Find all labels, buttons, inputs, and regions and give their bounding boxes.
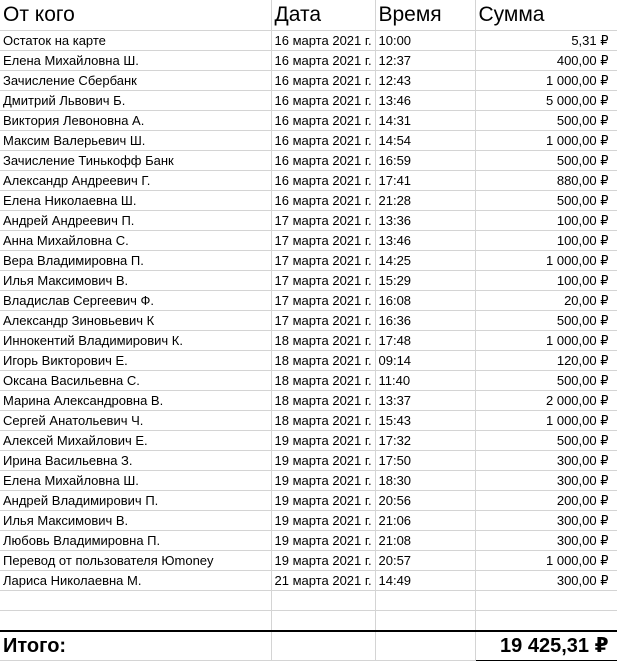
date-cell[interactable]: 16 марта 2021 г. <box>271 171 375 191</box>
time-cell[interactable]: 11:40 <box>375 371 475 391</box>
from-cell[interactable]: Марина Александровна В. <box>0 391 271 411</box>
date-cell[interactable]: 18 марта 2021 г. <box>271 371 375 391</box>
time-cell[interactable]: 13:46 <box>375 91 475 111</box>
time-cell[interactable]: 17:32 <box>375 431 475 451</box>
table-row <box>0 391 617 411</box>
amount-cell[interactable]: 500,00 ₽ <box>475 431 617 451</box>
date-cell[interactable]: 17 марта 2021 г. <box>271 211 375 231</box>
time-cell[interactable]: 12:43 <box>375 71 475 91</box>
amount-cell[interactable]: 100,00 ₽ <box>475 211 617 231</box>
time-cell[interactable]: 13:37 <box>375 391 475 411</box>
empty-cell[interactable] <box>271 591 375 611</box>
time-cell[interactable]: 14:49 <box>375 571 475 591</box>
table-row <box>0 171 617 191</box>
amount-cell[interactable]: 400,00 ₽ <box>475 51 617 71</box>
table-row <box>0 471 617 491</box>
from-cell[interactable]: Андрей Владимирович П. <box>0 491 271 511</box>
header-from-cell[interactable]: От кого <box>0 0 271 31</box>
table-row <box>0 451 617 471</box>
header-amount-cell[interactable]: Сумма <box>475 0 617 31</box>
amount-cell[interactable]: 300,00 ₽ <box>475 451 617 471</box>
from-cell[interactable]: Максим Валерьевич Ш. <box>0 131 271 151</box>
amount-cell[interactable]: 500,00 ₽ <box>475 151 617 171</box>
date-cell[interactable]: 17 марта 2021 г. <box>271 311 375 331</box>
empty-cell[interactable] <box>271 611 375 632</box>
time-cell[interactable]: 21:06 <box>375 511 475 531</box>
amount-cell[interactable]: 300,00 ₽ <box>475 511 617 531</box>
from-cell[interactable]: Оксана Васильевна С. <box>0 371 271 391</box>
table-row <box>0 91 617 111</box>
empty-row <box>0 611 617 632</box>
table-row <box>0 251 617 271</box>
time-cell[interactable]: 16:08 <box>375 291 475 311</box>
total-amount-cell[interactable]: 19 425,31 ₽ <box>475 631 617 661</box>
time-cell[interactable]: 15:43 <box>375 411 475 431</box>
table-row <box>0 531 617 551</box>
from-cell[interactable]: Владислав Сергеевич Ф. <box>0 291 271 311</box>
date-cell[interactable]: 16 марта 2021 г. <box>271 31 375 51</box>
from-cell[interactable]: Лариса Николаевна М. <box>0 571 271 591</box>
table-row <box>0 211 617 231</box>
date-cell[interactable]: 18 марта 2021 г. <box>271 411 375 431</box>
time-cell[interactable]: 21:28 <box>375 191 475 211</box>
time-cell[interactable]: 09:14 <box>375 351 475 371</box>
date-cell[interactable]: 16 марта 2021 г. <box>271 71 375 91</box>
from-cell[interactable]: Александр Зиновьевич К <box>0 311 271 331</box>
date-cell[interactable]: 16 марта 2021 г. <box>271 131 375 151</box>
date-cell[interactable]: 16 марта 2021 г. <box>271 151 375 171</box>
date-cell[interactable]: 17 марта 2021 г. <box>271 291 375 311</box>
date-cell[interactable]: 16 марта 2021 г. <box>271 111 375 131</box>
table-row <box>0 231 617 251</box>
date-cell[interactable]: 19 марта 2021 г. <box>271 451 375 471</box>
table-row <box>0 291 617 311</box>
amount-cell[interactable]: 1 000,00 ₽ <box>475 71 617 91</box>
date-cell[interactable]: 19 марта 2021 г. <box>271 511 375 531</box>
time-cell[interactable]: 13:46 <box>375 231 475 251</box>
time-cell[interactable]: 17:50 <box>375 451 475 471</box>
time-cell[interactable]: 20:57 <box>375 551 475 571</box>
from-cell[interactable]: Елена Николаевна Ш. <box>0 191 271 211</box>
from-cell[interactable]: Дмитрий Львович Б. <box>0 91 271 111</box>
time-cell[interactable]: 20:56 <box>375 491 475 511</box>
date-cell[interactable]: 16 марта 2021 г. <box>271 51 375 71</box>
total-label-cell[interactable]: Итого: <box>0 631 271 661</box>
amount-cell[interactable]: 300,00 ₽ <box>475 471 617 491</box>
from-cell[interactable]: Александр Андреевич Г. <box>0 171 271 191</box>
from-cell[interactable]: Елена Михайловна Ш. <box>0 51 271 71</box>
time-cell[interactable]: 18:30 <box>375 471 475 491</box>
date-cell[interactable]: 19 марта 2021 г. <box>271 431 375 451</box>
table-row <box>0 31 617 51</box>
time-cell[interactable]: 21:08 <box>375 531 475 551</box>
time-cell[interactable]: 17:41 <box>375 171 475 191</box>
time-cell[interactable]: 10:00 <box>375 31 475 51</box>
amount-cell[interactable]: 300,00 ₽ <box>475 531 617 551</box>
empty-cell[interactable] <box>0 591 271 611</box>
from-cell[interactable]: Любовь Владимировна П. <box>0 531 271 551</box>
amount-cell[interactable]: 120,00 ₽ <box>475 351 617 371</box>
date-cell[interactable]: 19 марта 2021 г. <box>271 551 375 571</box>
date-cell[interactable]: 19 марта 2021 г. <box>271 531 375 551</box>
table-row <box>0 571 617 591</box>
table-row <box>0 191 617 211</box>
table-row <box>0 271 617 291</box>
time-cell[interactable]: 16:59 <box>375 151 475 171</box>
amount-cell[interactable]: 200,00 ₽ <box>475 491 617 511</box>
time-cell[interactable]: 17:48 <box>375 331 475 351</box>
time-cell[interactable]: 16:36 <box>375 311 475 331</box>
amount-cell[interactable]: 880,00 ₽ <box>475 171 617 191</box>
date-cell[interactable]: 19 марта 2021 г. <box>271 491 375 511</box>
amount-cell[interactable]: 1 000,00 ₽ <box>475 331 617 351</box>
from-cell[interactable]: Вера Владимировна П. <box>0 251 271 271</box>
from-cell[interactable]: Анна Михайловна С. <box>0 231 271 251</box>
amount-cell[interactable]: 300,00 ₽ <box>475 571 617 591</box>
table-row <box>0 131 617 151</box>
table-row <box>0 351 617 371</box>
empty-cell[interactable] <box>375 591 475 611</box>
empty-cell[interactable] <box>475 611 617 632</box>
date-cell[interactable]: 18 марта 2021 г. <box>271 391 375 411</box>
from-cell[interactable]: Игорь Викторович Е. <box>0 351 271 371</box>
date-cell[interactable]: 19 марта 2021 г. <box>271 471 375 491</box>
amount-cell[interactable]: 1 000,00 ₽ <box>475 251 617 271</box>
amount-cell[interactable]: 500,00 ₽ <box>475 191 617 211</box>
total-row <box>0 631 617 661</box>
time-cell[interactable]: 14:31 <box>375 111 475 131</box>
from-cell[interactable]: Илья Максимович В. <box>0 271 271 291</box>
amount-cell[interactable]: 500,00 ₽ <box>475 371 617 391</box>
table-row <box>0 371 617 391</box>
table-row <box>0 511 617 531</box>
time-cell[interactable]: 15:29 <box>375 271 475 291</box>
time-cell[interactable]: 14:25 <box>375 251 475 271</box>
date-cell[interactable]: 18 марта 2021 г. <box>271 351 375 371</box>
table-row <box>0 71 617 91</box>
from-cell[interactable]: Илья Максимович В. <box>0 511 271 531</box>
empty-cell[interactable] <box>475 591 617 611</box>
date-cell[interactable]: 16 марта 2021 г. <box>271 191 375 211</box>
amount-cell[interactable]: 5 000,00 ₽ <box>475 91 617 111</box>
date-cell[interactable]: 18 марта 2021 г. <box>271 331 375 351</box>
from-cell[interactable]: Зачисление Сбербанк <box>0 71 271 91</box>
from-cell[interactable]: Остаток на карте <box>0 31 271 51</box>
from-cell[interactable]: Перевод от пользователя Юmoney <box>0 551 271 571</box>
amount-cell[interactable]: 100,00 ₽ <box>475 231 617 251</box>
time-cell[interactable]: 13:36 <box>375 211 475 231</box>
amount-cell[interactable]: 2 000,00 ₽ <box>475 391 617 411</box>
time-cell[interactable]: 12:37 <box>375 51 475 71</box>
amount-cell[interactable]: 500,00 ₽ <box>475 311 617 331</box>
table-row <box>0 311 617 331</box>
table-row <box>0 151 617 171</box>
empty-cell[interactable] <box>375 611 475 632</box>
header-time-cell[interactable]: Время <box>375 0 475 31</box>
amount-cell[interactable]: 1 000,00 ₽ <box>475 131 617 151</box>
from-cell[interactable]: Ирина Васильевна З. <box>0 451 271 471</box>
from-cell[interactable]: Виктория Левоновна А. <box>0 111 271 131</box>
amount-cell[interactable]: 1 000,00 ₽ <box>475 551 617 571</box>
from-cell[interactable]: Сергей Анатольевич Ч. <box>0 411 271 431</box>
empty-cell[interactable] <box>375 631 475 661</box>
amount-cell[interactable]: 1 000,00 ₽ <box>475 411 617 431</box>
from-cell[interactable]: Алексей Михайлович Е. <box>0 431 271 451</box>
table-row <box>0 51 617 71</box>
time-cell[interactable]: 14:54 <box>375 131 475 151</box>
from-cell[interactable]: Андрей Андреевич П. <box>0 211 271 231</box>
amount-cell[interactable]: 20,00 ₽ <box>475 291 617 311</box>
date-cell[interactable]: 16 марта 2021 г. <box>271 91 375 111</box>
table-row <box>0 111 617 131</box>
table-row <box>0 331 617 351</box>
header-date-cell[interactable]: Дата <box>271 0 375 31</box>
empty-cell[interactable] <box>271 631 375 661</box>
header-row <box>0 0 617 31</box>
table-row <box>0 491 617 511</box>
amount-cell[interactable]: 500,00 ₽ <box>475 111 617 131</box>
from-cell[interactable]: Иннокентий Владимирович К. <box>0 331 271 351</box>
table-row <box>0 551 617 571</box>
amount-cell[interactable]: 100,00 ₽ <box>475 271 617 291</box>
date-cell[interactable]: 17 марта 2021 г. <box>271 271 375 291</box>
amount-cell[interactable]: 5,31 ₽ <box>475 31 617 51</box>
from-cell[interactable]: Зачисление Тинькофф Банк <box>0 151 271 171</box>
empty-row <box>0 591 617 611</box>
date-cell[interactable]: 17 марта 2021 г. <box>271 251 375 271</box>
empty-cell[interactable] <box>0 611 271 632</box>
from-cell[interactable]: Елена Михайловна Ш. <box>0 471 271 491</box>
date-cell[interactable]: 21 марта 2021 г. <box>271 571 375 591</box>
table-row <box>0 411 617 431</box>
table-row <box>0 431 617 451</box>
date-cell[interactable]: 17 марта 2021 г. <box>271 231 375 251</box>
